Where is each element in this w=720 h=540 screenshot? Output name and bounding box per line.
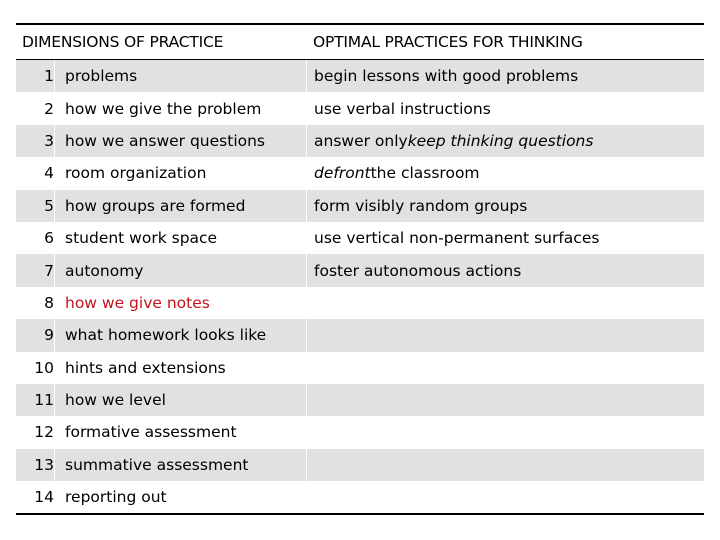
dimension-cell [16,190,306,222]
dimension-label: hints and extensions [54,352,226,384]
practice-text: form visibly random groups [314,196,528,215]
dimension-cell [16,319,306,351]
practice-text: use vertical non-permanent surfaces [314,229,600,248]
table-row [16,60,704,92]
practice-text-suffix: the classroom [370,164,480,183]
table-row [16,222,704,254]
table-row [16,125,704,157]
header-dimensions: DIMENSIONS OF PRACTICE [22,33,224,51]
practice-emphasis: keep thinking questions [407,131,594,150]
row-number: 4 [44,164,54,183]
practice-cell [307,352,704,384]
row-number: 2 [44,99,54,118]
dimension-cell [16,416,306,448]
table-row [16,254,704,286]
dimension-cell [16,254,306,286]
practice-emphasis: defront [314,164,371,183]
practice-cell [307,481,704,513]
practice-cell [307,449,704,481]
row-number: 14 [34,488,54,507]
table-header [16,25,704,60]
dimension-label: how we answer questions [54,125,265,157]
practice-cell [307,416,704,448]
dimension-label: how we give notes [54,287,210,319]
table-row [16,92,704,124]
dimension-label: problems [54,60,137,92]
table-row [16,416,704,448]
practice-text: use verbal instructions [314,99,491,118]
dimension-cell [16,60,306,92]
practice-cell [307,222,704,254]
practice-text: foster autonomous actions [314,261,522,280]
practice-cell [307,254,704,286]
dimension-label: how we level [54,384,166,416]
table-row [16,449,704,481]
header-optimal-practices: OPTIMAL PRACTICES FOR THINKING [313,33,583,51]
practice-cell [307,319,704,351]
practice-cell [307,125,704,157]
row-number: 10 [34,358,54,377]
practice-cell [307,92,704,124]
row-number: 6 [44,229,54,248]
dimension-label: formative assessment [54,416,237,448]
table-body [16,60,704,513]
row-number: 7 [44,261,54,280]
row-number: 12 [34,423,54,442]
table-row [16,384,704,416]
dimension-label: how we give the problem [54,92,261,124]
practices-table [16,23,704,515]
practice-cell [307,384,704,416]
dimension-label: room organization [54,157,206,189]
dimension-cell [16,384,306,416]
table-row [16,190,704,222]
practice-cell [307,60,704,92]
dimension-label: summative assessment [54,449,249,481]
row-number: 13 [34,455,54,474]
table-row [16,352,704,384]
row-number: 5 [44,196,54,215]
dimension-label: student work space [54,222,217,254]
dimension-label: how groups are formed [54,190,245,222]
row-number: 9 [44,326,54,345]
dimension-cell [16,222,306,254]
row-number: 11 [34,391,54,410]
dimension-label: autonomy [54,254,143,286]
dimension-cell [16,287,306,319]
practice-cell [307,287,704,319]
practice-cell [307,190,704,222]
dimension-cell [16,449,306,481]
practice-text: begin lessons with good problems [314,67,579,86]
table-row [16,319,704,351]
dimension-cell [16,352,306,384]
row-number: 1 [44,67,54,86]
table-row [16,287,704,319]
row-number: 3 [44,131,54,150]
table-row [16,157,704,189]
dimension-label: reporting out [54,481,167,513]
row-number: 8 [44,293,54,312]
table-row [16,481,704,513]
dimension-label: what homework looks like [54,319,266,351]
practice-text: answer only [314,131,408,150]
practice-cell [307,157,704,189]
dimension-cell [16,125,306,157]
dimension-cell [16,481,306,513]
dimension-cell [16,157,306,189]
dimension-cell [16,92,306,124]
